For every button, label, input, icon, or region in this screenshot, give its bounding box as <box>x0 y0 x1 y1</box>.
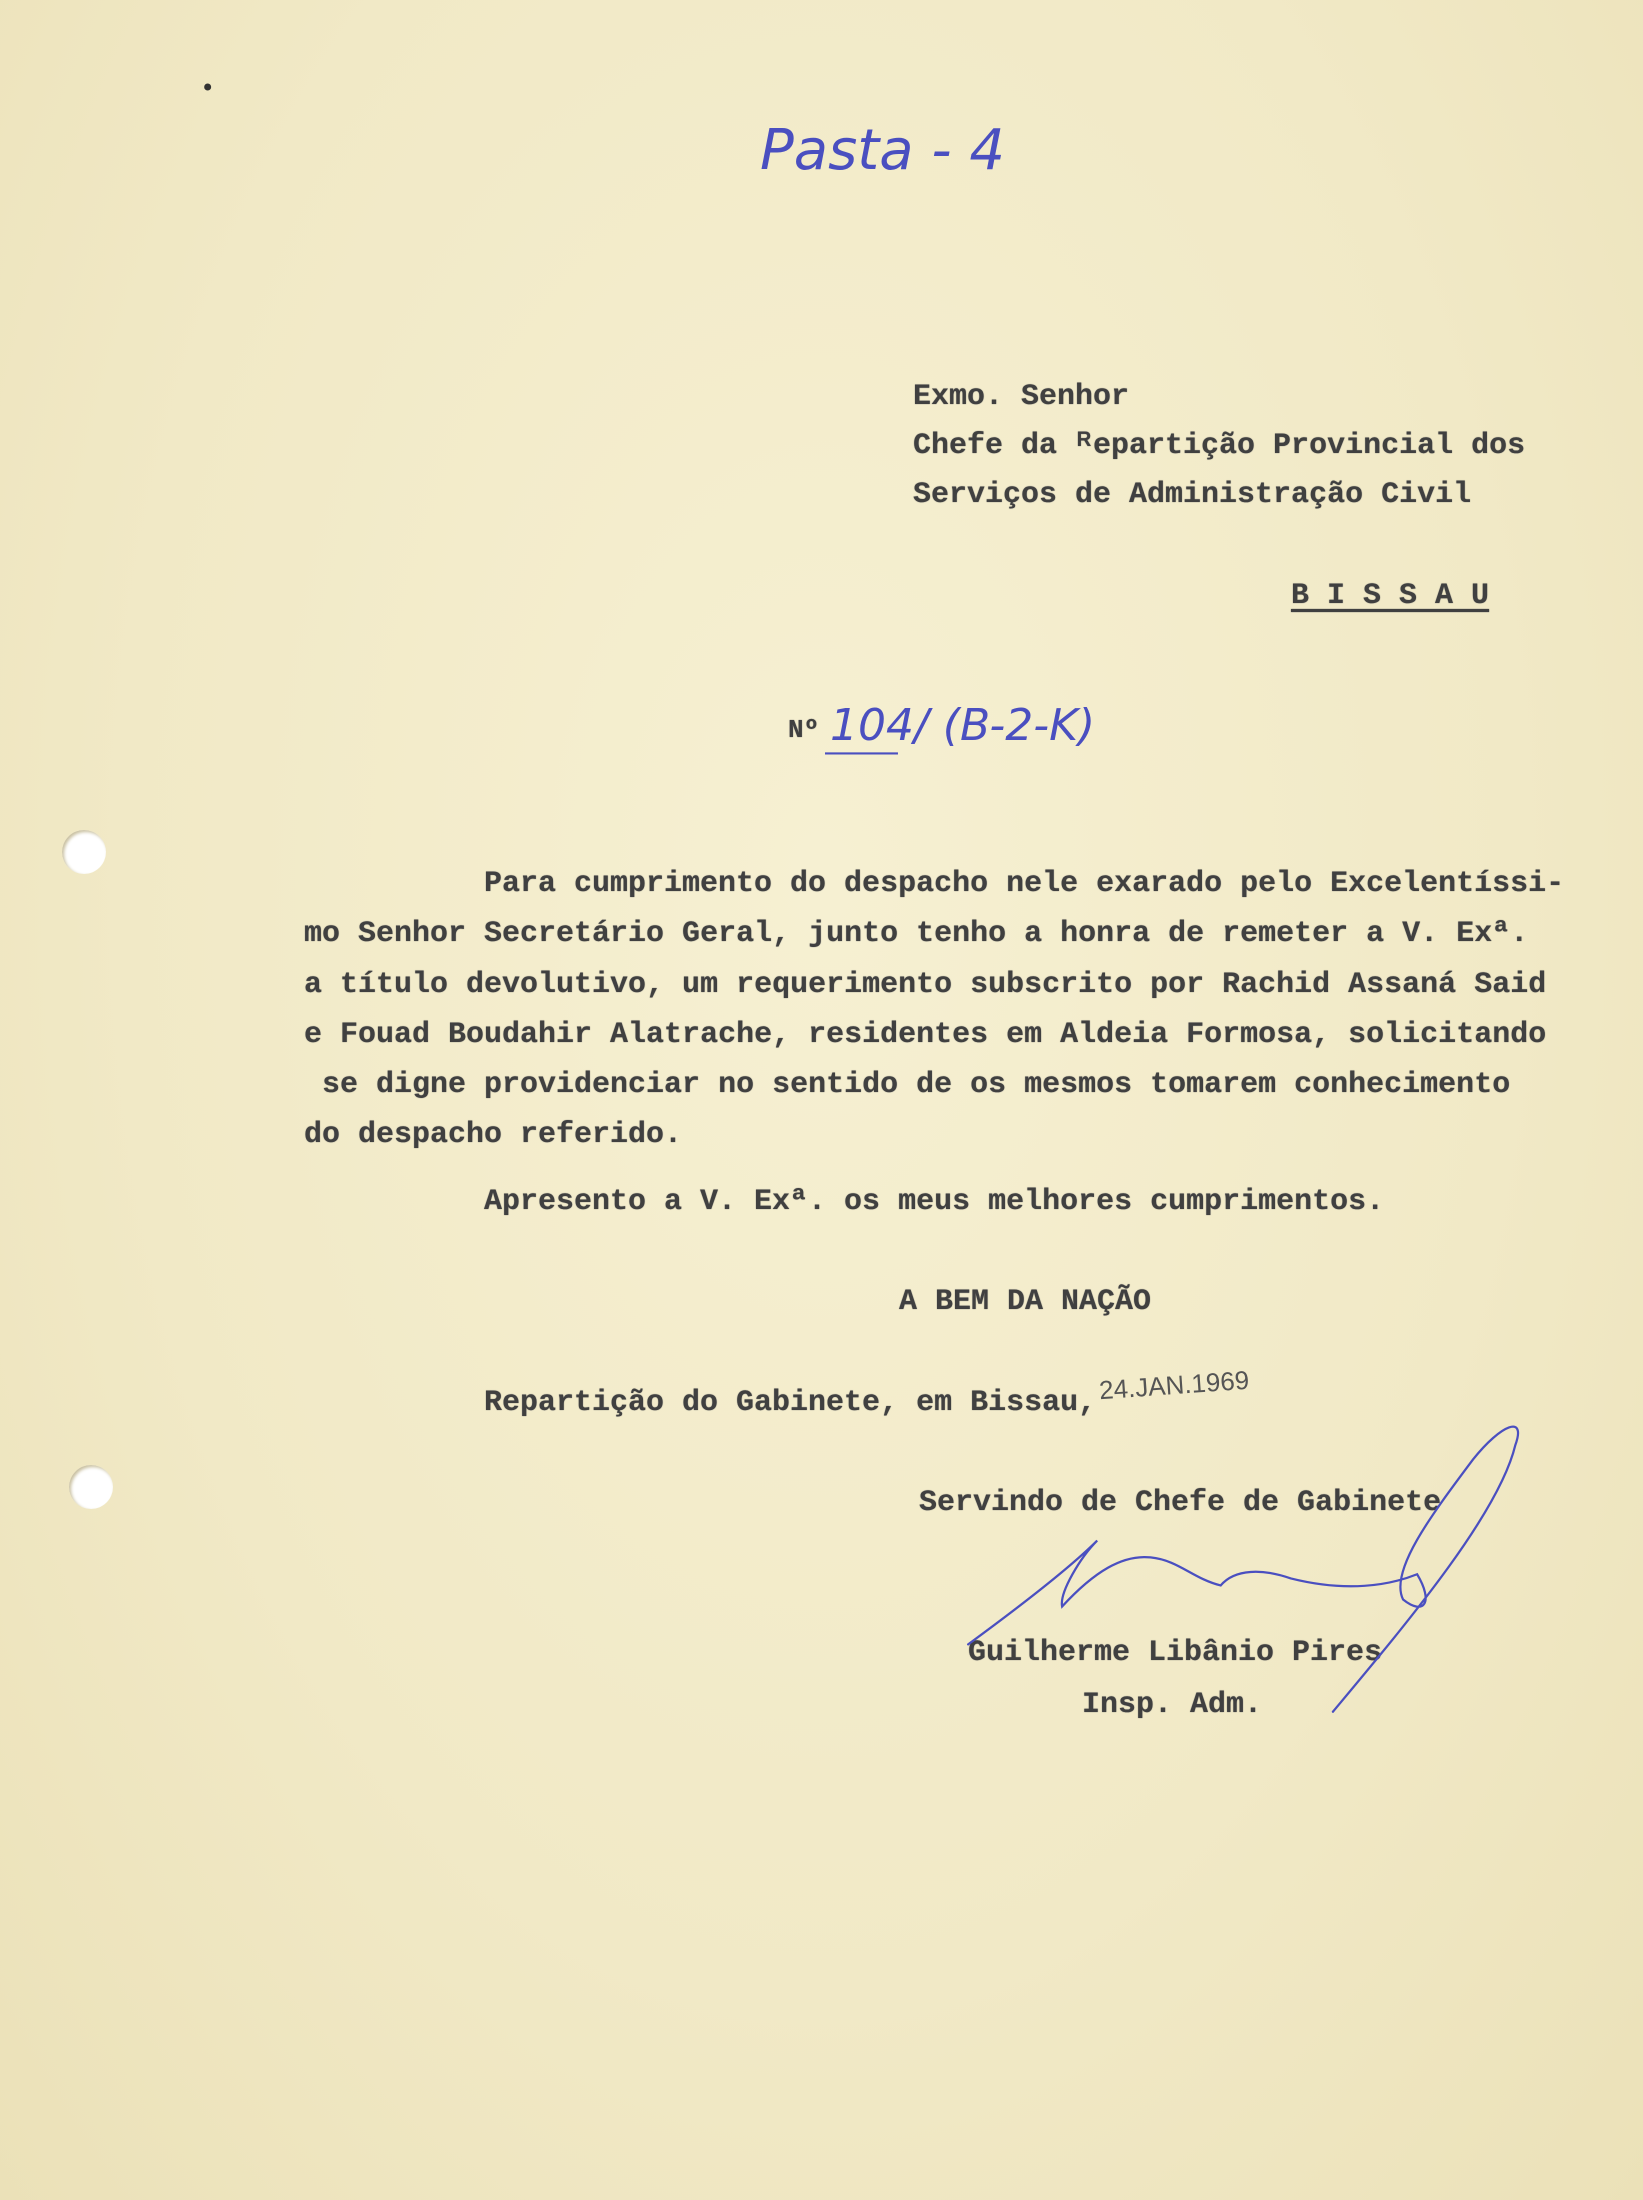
ink-speck <box>204 83 211 90</box>
signatory-role: Servindo de Chefe de Gabinete <box>919 1486 1442 1520</box>
body-line: Para cumprimento do despacho nele exarado pelo Excelentíssi- <box>484 867 1565 901</box>
address-line-1: Chefe da ᴿepartição Provincial dos <box>913 429 1526 463</box>
body-line: se digne providenciar no sentido de os mesmos tomarem conhecimento <box>322 1068 1511 1102</box>
body-line: a título devolutivo, um requerimento subscrito por Rachid Assaná Said <box>304 968 1547 1002</box>
date-stamp: 24.JAN.1969 <box>1098 1364 1251 1406</box>
body-line: do despacho referido. <box>304 1118 683 1152</box>
reference-number-prefix: Nº <box>788 715 820 745</box>
body-line: e Fouad Boudahir Alatrache, residentes em Aldeia Formosa, solicitando <box>304 1018 1547 1052</box>
reference-number-handwritten: 104/ (B-2-K) <box>830 700 1096 751</box>
closing-line: Apresento a V. Exª. os meus melhores cumprimentos. <box>484 1185 1385 1219</box>
folder-note-handwritten: Pasta - 4 <box>760 118 1005 183</box>
body-line: mo Senhor Secretário Geral, junto tenho a honra de remeter a V. Exª. <box>304 917 1529 951</box>
signature-stroke <box>968 1427 1518 1712</box>
signatory-title: Insp. Adm. <box>1082 1688 1263 1722</box>
address-line-2: Serviços de Administração Civil <box>913 478 1472 512</box>
motto: A BEM DA NAÇÃO <box>899 1285 1152 1319</box>
signatory-name: Guilherme Libânio Pires <box>968 1636 1383 1670</box>
place-line: Repartição do Gabinete, em Bissau, <box>484 1386 1097 1420</box>
address-salutation: Exmo. Senhor <box>913 380 1130 414</box>
address-city: B I S S A U <box>1291 579 1490 613</box>
